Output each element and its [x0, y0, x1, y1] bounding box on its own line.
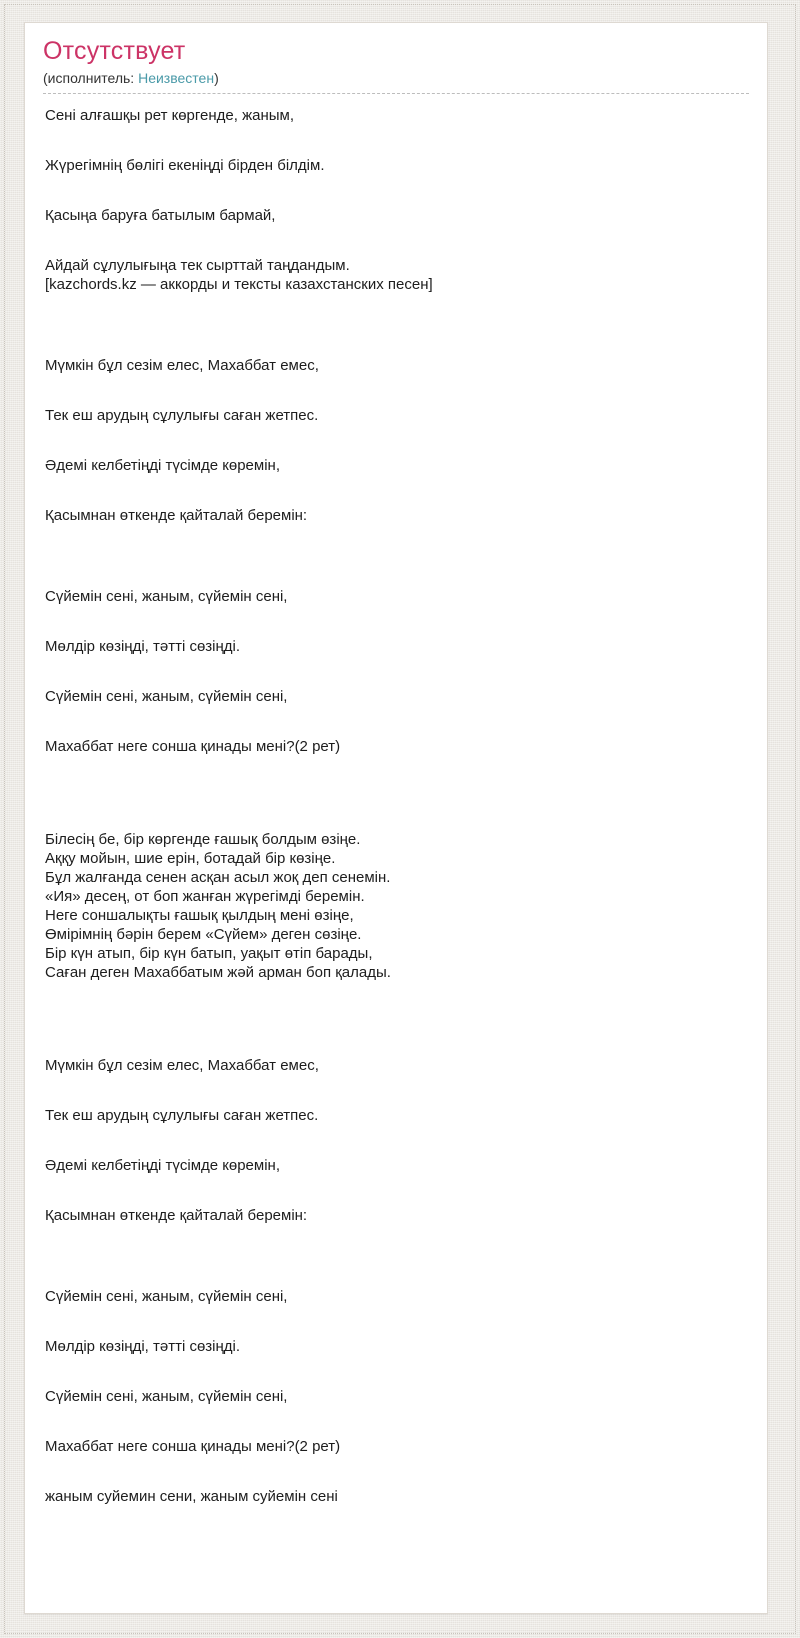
artist-suffix-label: )	[214, 69, 219, 86]
lyric-line: Өмірімнің бәрін берем «Сүйем» деген сөзіңе.	[45, 925, 362, 943]
page-title: Отсутствует	[43, 37, 186, 65]
lyrics-block	[45, 275, 749, 294]
lyrics-block	[45, 106, 749, 275]
lyric-line: Саған деген Махаббатым жәй арман боп қалады.	[45, 963, 391, 981]
lyrics-block	[45, 1056, 749, 1225]
source-watermark-line: [kazchords.kz — аккорды и тексты казахстанских песен]	[45, 275, 433, 293]
lyric-line: Неге соншалықты ғашық қылдың мені өзіңе,	[45, 906, 354, 924]
lyric-line: Тек еш арудың сұлулығы саған жетпес.	[45, 406, 319, 424]
artist-line	[43, 69, 749, 93]
lyric-line: Әдемі келбетіңді түсімде көремін,	[45, 456, 280, 474]
lyric-line: Бұл жалғанда сенен асқан асыл жоқ деп сенемін.	[45, 868, 391, 886]
lyric-line: Қасыңа баруға батылым бармай,	[45, 206, 276, 224]
lyric-line: Сүйемін сені, жаным, сүйемін сені,	[45, 1287, 288, 1305]
lyric-line: Қасымнан өткенде қайталай беремін:	[45, 506, 308, 524]
lyric-line: Әдемі келбетіңді түсімде көремін,	[45, 1156, 280, 1174]
lyric-line: Сүйемін сені, жаным, сүйемін сені,	[45, 587, 288, 605]
artist-link[interactable]: Неизвестен	[138, 69, 215, 86]
lyric-line: Махаббат неге сонша қинады мені?(2 рет)	[45, 1437, 341, 1455]
card-inner	[25, 23, 767, 1506]
lyrics-block	[45, 830, 749, 982]
lyrics-card	[24, 22, 768, 1614]
lyric-line: Білесің бе, бір көргенде ғашық болдым өзіңе.	[45, 830, 361, 848]
artist-prefix-label: (исполнитель:	[43, 69, 139, 86]
lyric-line: Махаббат неге сонша қинады мені?(2 рет)	[45, 737, 341, 755]
lyric-line: Жүрегімнің бөлігі екеніңді бірден білдім.	[45, 156, 325, 174]
lyric-line: Мөлдір көзіңді, тәтті сөзіңді.	[45, 637, 241, 655]
lyric-line: Мүмкін бұл сезім елес, Махаббат емес,	[45, 356, 319, 374]
lyrics-block	[45, 356, 749, 525]
lyric-line: Сүйемін сені, жаным, сүйемін сені,	[45, 1387, 288, 1405]
lyric-line: Мүмкін бұл сезім елес, Махаббат емес,	[45, 1056, 319, 1074]
lyric-line: Аққу мойын, шие ерін, ботадай бір көзіңе.	[45, 849, 336, 867]
lyrics-block	[45, 587, 749, 756]
lyric-line: «Ия» десең, от боп жанған жүрегімді беремін.	[45, 887, 365, 905]
lyric-line: Сені алғашқы рет көргенде, жаным,	[45, 106, 295, 124]
lyrics-block	[45, 1287, 749, 1506]
lyrics-text	[43, 102, 749, 1506]
lyric-line: Бір күн атып, бір күн батып, уақыт өтіп барады,	[45, 944, 373, 962]
lyric-line: Сүйемін сені, жаным, сүйемін сені,	[45, 687, 288, 705]
lyric-line: Мөлдір көзіңді, тәтті сөзіңді.	[45, 1337, 241, 1355]
lyric-line: жаным суйемин сени, жаным суйемін сені	[45, 1487, 338, 1505]
lyric-line: Айдай сұлулығыңа тек сырттай таңдандым.	[45, 256, 350, 274]
lyric-line: Қасымнан өткенде қайталай беремін:	[45, 1206, 308, 1224]
header-divider	[43, 93, 749, 94]
lyric-line: Тек еш арудың сұлулығы саған жетпес.	[45, 1106, 319, 1124]
